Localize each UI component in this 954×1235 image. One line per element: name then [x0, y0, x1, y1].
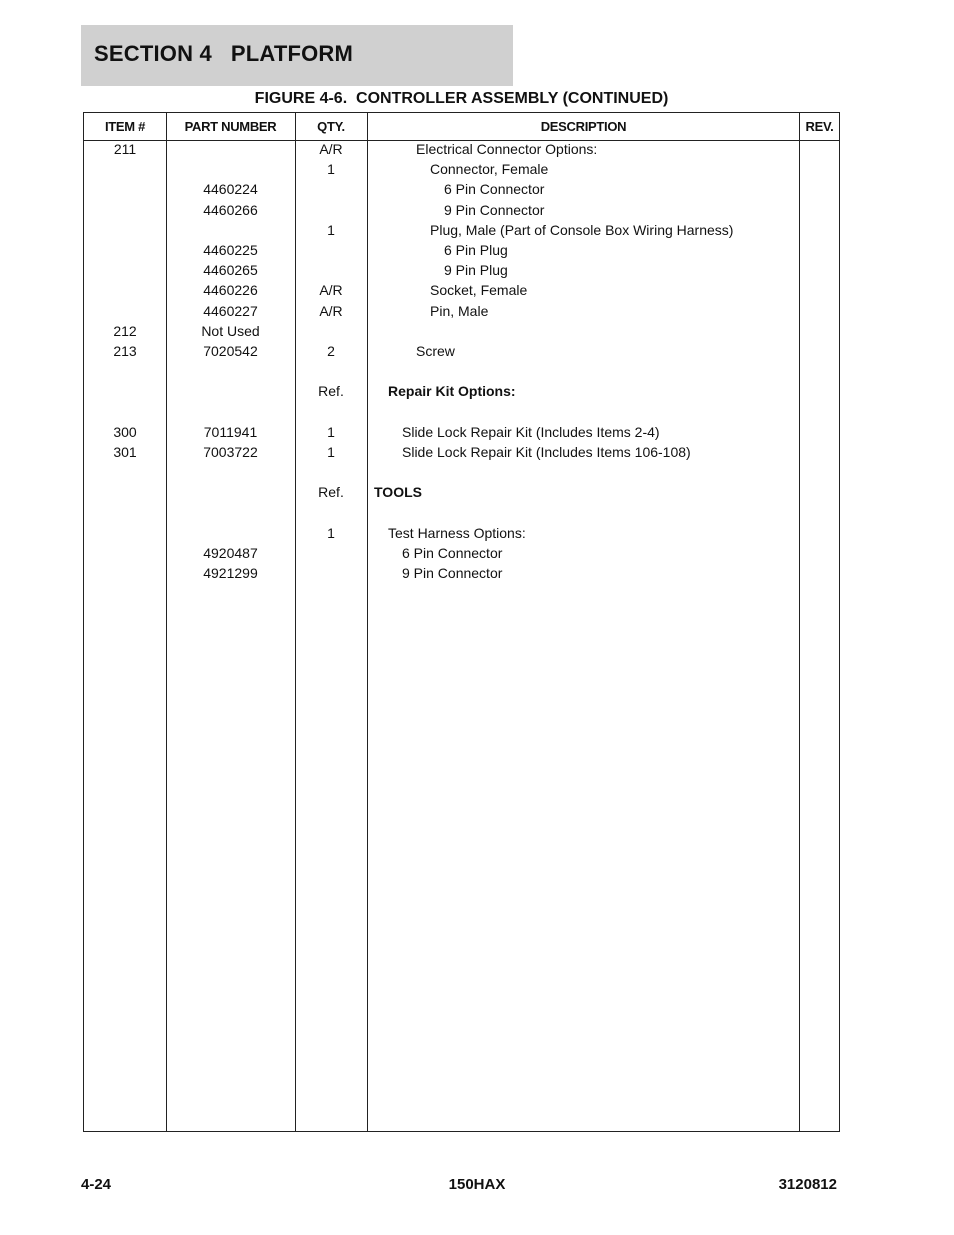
quantity-cell: Ref.	[318, 484, 344, 501]
table-row	[84, 301, 839, 321]
parts-table	[83, 112, 840, 1132]
section-title: SECTION 4 PLATFORM	[94, 41, 354, 66]
table-row	[84, 321, 839, 341]
description-cell: TOOLS	[374, 484, 422, 501]
item-number-cell: 212	[113, 322, 137, 339]
column-header-qty: QTY.	[317, 119, 345, 134]
model-name: 150HAX	[448, 1176, 506, 1193]
table-row	[84, 503, 839, 523]
description-cell: Repair Kit Options:	[388, 383, 516, 400]
description-cell: Slide Lock Repair Kit (Includes Items 2-4)	[402, 423, 660, 440]
table-row	[84, 220, 839, 240]
description-cell: 6 Pin Connector	[444, 181, 545, 198]
page-number: 4-24	[81, 1176, 112, 1193]
part-number-cell: 7011941	[203, 423, 258, 440]
table-row	[84, 381, 839, 401]
part-number-cell: 4460224	[203, 181, 258, 198]
column-header-description: DESCRIPTION	[540, 119, 627, 134]
quantity-cell: 1	[327, 221, 335, 238]
description-cell: 9 Pin Connector	[402, 565, 503, 582]
table-row	[84, 462, 839, 482]
description-cell: 6 Pin Connector	[402, 545, 503, 561]
table-row	[84, 179, 839, 199]
table-row	[84, 482, 839, 502]
table-row	[84, 341, 839, 361]
part-number-cell: 4460226	[203, 282, 258, 299]
description-cell: Connector, Female	[430, 161, 549, 178]
part-number-cell: 4460266	[203, 201, 258, 218]
item-number-cell: 300	[113, 423, 137, 440]
description-cell: Socket, Female	[430, 282, 528, 299]
figure-title: FIGURE 4-6. CONTROLLER ASSEMBLY (CONTINUED)	[254, 90, 669, 107]
part-number-cell: 7020542	[203, 343, 258, 359]
document-number: 3120812	[778, 1176, 837, 1193]
quantity-cell: A/R	[319, 141, 343, 157]
part-number-cell: 4921299	[203, 565, 258, 582]
description-cell: Slide Lock Repair Kit (Includes Items 106-108)	[402, 444, 691, 460]
description-cell: Pin, Male	[430, 302, 489, 319]
description-cell: 9 Pin Connector	[444, 201, 545, 218]
table-row	[84, 402, 839, 422]
column-header-rev: REV.	[805, 119, 834, 134]
item-number-cell: 301	[113, 444, 137, 460]
table-row	[84, 240, 839, 260]
item-number-cell: 213	[113, 343, 137, 359]
table-row	[84, 280, 839, 300]
quantity-cell: 2	[327, 343, 335, 359]
table-row	[84, 563, 839, 583]
part-number-cell: 4920487	[203, 545, 258, 561]
column-header-item: ITEM #	[104, 119, 146, 134]
table-row	[84, 159, 839, 179]
quantity-cell: Ref.	[318, 383, 344, 400]
item-number-cell: 211	[113, 141, 137, 157]
table-row	[84, 260, 839, 280]
description-cell: 9 Pin Plug	[444, 262, 508, 279]
table-row	[84, 200, 839, 220]
quantity-cell: 1	[327, 423, 335, 440]
quantity-cell: 1	[327, 524, 335, 541]
quantity-cell: A/R	[319, 282, 343, 299]
section-header-band	[81, 25, 513, 86]
description-cell: Electrical Connector Options:	[416, 141, 598, 157]
table-row	[84, 422, 839, 442]
part-number-cell: 4460227	[203, 302, 258, 319]
quantity-cell: 1	[327, 161, 335, 178]
table-row	[84, 442, 839, 462]
part-number-cell: 4460265	[203, 262, 258, 279]
description-cell: 6 Pin Plug	[444, 242, 508, 258]
table-row	[84, 523, 839, 543]
table-row	[84, 139, 839, 159]
quantity-cell: A/R	[319, 302, 343, 319]
column-header-part-number: PART NUMBER	[184, 119, 277, 134]
quantity-cell: 1	[327, 444, 335, 460]
description-cell: Plug, Male (Part of Console Box Wiring Harness)	[430, 221, 734, 238]
table-row	[84, 543, 839, 563]
part-number-cell: 7003722	[203, 444, 258, 460]
description-cell: Screw	[416, 343, 455, 359]
part-number-cell: 4460225	[203, 242, 258, 258]
part-number-cell: Not Used	[201, 322, 260, 339]
table-row	[84, 361, 839, 381]
description-cell: Test Harness Options:	[388, 524, 526, 541]
